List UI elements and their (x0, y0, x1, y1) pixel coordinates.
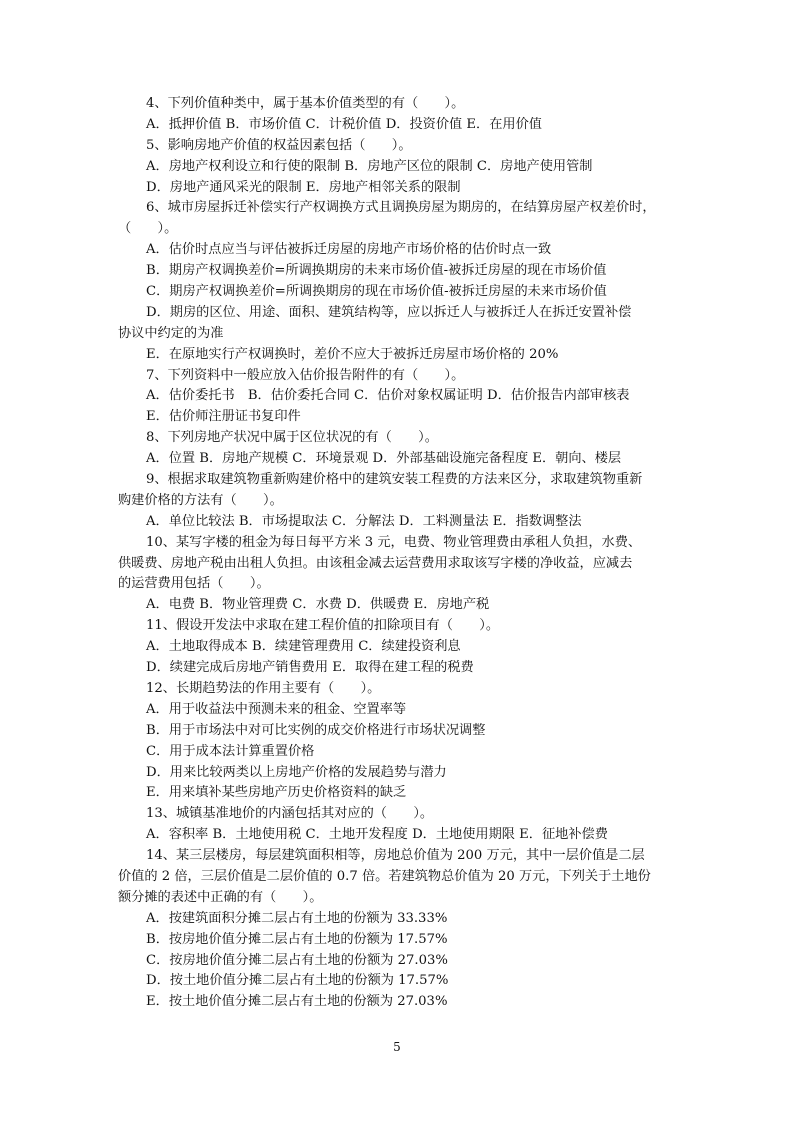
text-line: 6、城市房屋拆迁补偿实行产权调换方式且调换房屋为期房的，在结算房屋产权差价时， (146, 200, 656, 216)
text-line: 4、下列价值种类中，属于基本价值类型的有（ ）。 (146, 96, 465, 111)
text-line: 13、城镇基准地价的内涵包括其对应的（ ）。 (146, 806, 434, 822)
text-line: 8、下列房地产状况中属于区位状况的有（ ）。 (146, 430, 438, 446)
text-line: C．期房产权调换差价=所调换期房的现在市场价值-被拆迁房屋的未来市场价值 (146, 284, 607, 300)
text-line: 额分摊的表述中正确的有（ ）。 (118, 889, 323, 905)
text-line: A．位置 B．房地产规模 C．环境景观 D．外部基础设施完备程度 E．朝向、楼层 (146, 451, 622, 467)
text-line: E．估价师注册证书复印件 (146, 409, 301, 425)
text-line: 14、某三层楼房，每层建筑面积相等，房地总价值为 200 万元，其中一层价值是二层 (146, 848, 645, 864)
text-line: 7、下列资料中一般应放入估价报告附件的有（ ）。 (146, 367, 465, 383)
text-line: D．按土地价值分摊二层占有土地的份额为 17.57% (146, 973, 449, 989)
text-line: 的运营费用包括（ ）。 (118, 576, 270, 592)
text-line: D．房地产通风采光的限制 E．房地产相邻关系的限制 (146, 179, 461, 195)
text-line: D．续建完成后房地产销售费用 E．取得在建工程的税费 (146, 660, 474, 676)
text-line: E．在原地实行产权调换时，差价不应大于被拆迁房屋市场价格的 20% (146, 346, 559, 362)
text-line: B．期房产权调换差价=所调换期房的未来市场价值-被拆迁房屋的现在市场价值 (146, 263, 607, 279)
text-line: 协议中约定的为准 (118, 325, 224, 341)
text-line: A．按建筑面积分摊二层占有土地的份额为 33.33% (146, 910, 448, 926)
text-line: A．抵押价值 B．市场价值 C．计税价值 D．投资价值 E．在用价值 (146, 116, 542, 132)
text-line: E．按土地价值分摊二层占有土地的份额为 27.03% (146, 994, 448, 1010)
text-line: B．用于市场法中对可比实例的成交价格进行市场状况调整 (146, 722, 486, 738)
text-line: D．期房的区位、用途、面积、建筑结构等，应以拆迁人与被拆迁人在拆迁安置补偿 (146, 304, 632, 320)
text-line: A．估价时点应当与评估被拆迁房屋的房地产市场价格的估价时点一致 (146, 242, 552, 258)
text-line: A．估价委托书 B．估价委托合同 C．估价对象权属证明 D．估价报告内部审核表 (146, 388, 630, 404)
text-line: 购建价格的方法有（ ）。 (118, 492, 283, 508)
text-line: 9、根据求取建筑物重新购建价格中的建筑安装工程费的方法来区分，求取建筑物重新 (146, 472, 643, 488)
text-line: C．用于成本法计算重置价格 (146, 743, 315, 759)
text-line: A．容积率 B．土地使用税 C．土地开发程度 D．土地使用期限 E．征地补偿费 (146, 827, 608, 843)
text-line: A．房地产权利设立和行使的限制 B．房地产区位的限制 C．房地产使用管制 (146, 158, 593, 174)
text-line: 11、假设开发法中求取在建工程价值的扣除项目有（ ）。 (146, 618, 500, 634)
text-line: A．土地取得成本 B．续建管理费用 C．续建投资利息 (146, 639, 461, 655)
text-line: 10、某写字楼的租金为每日每平方米 3 元，电费、物业管理费由承租人负担，水费、 (146, 534, 642, 550)
text-line: A．单位比较法 B．市场提取法 C．分解法 D．工料测量法 E．指数调整法 (146, 513, 582, 529)
text-line: A．用于收益法中预测未来的租金、空置率等 (146, 701, 407, 717)
text-line: A．电费 B．物业管理费 C．水费 D．供暖费 E．房地产税 (146, 597, 490, 613)
text-line: 5、影响房地产价值的权益因素包括（ ）。 (146, 137, 412, 153)
page-number: 5 (393, 1040, 401, 1054)
text-line: E．用来填补某些房地产历史价格资料的缺乏 (146, 785, 407, 801)
text-line: C．按房地价值分摊二层占有土地的份额为 27.03% (146, 952, 448, 968)
question-list (118, 94, 678, 1013)
text-line: 价值的 2 倍，三层价值是二层价值的 0.7 倍。若建筑物总价值为 20 万元，下列关于土地份 (118, 868, 651, 884)
text-line: B．按房地价值分摊二层占有土地的份额为 17.57% (146, 931, 448, 947)
text-line: 12、长期趋势法的作用主要有（ ）。 (146, 680, 381, 696)
text-line: D．用来比较两类以上房地产价格的发展趋势与潜力 (146, 764, 447, 780)
text-line: （ ）。 (118, 221, 178, 237)
text-line: 供暖费、房地产税由出租人负担。由该租金减去运营费用求取该写字楼的净收益，应减去 (118, 555, 633, 571)
